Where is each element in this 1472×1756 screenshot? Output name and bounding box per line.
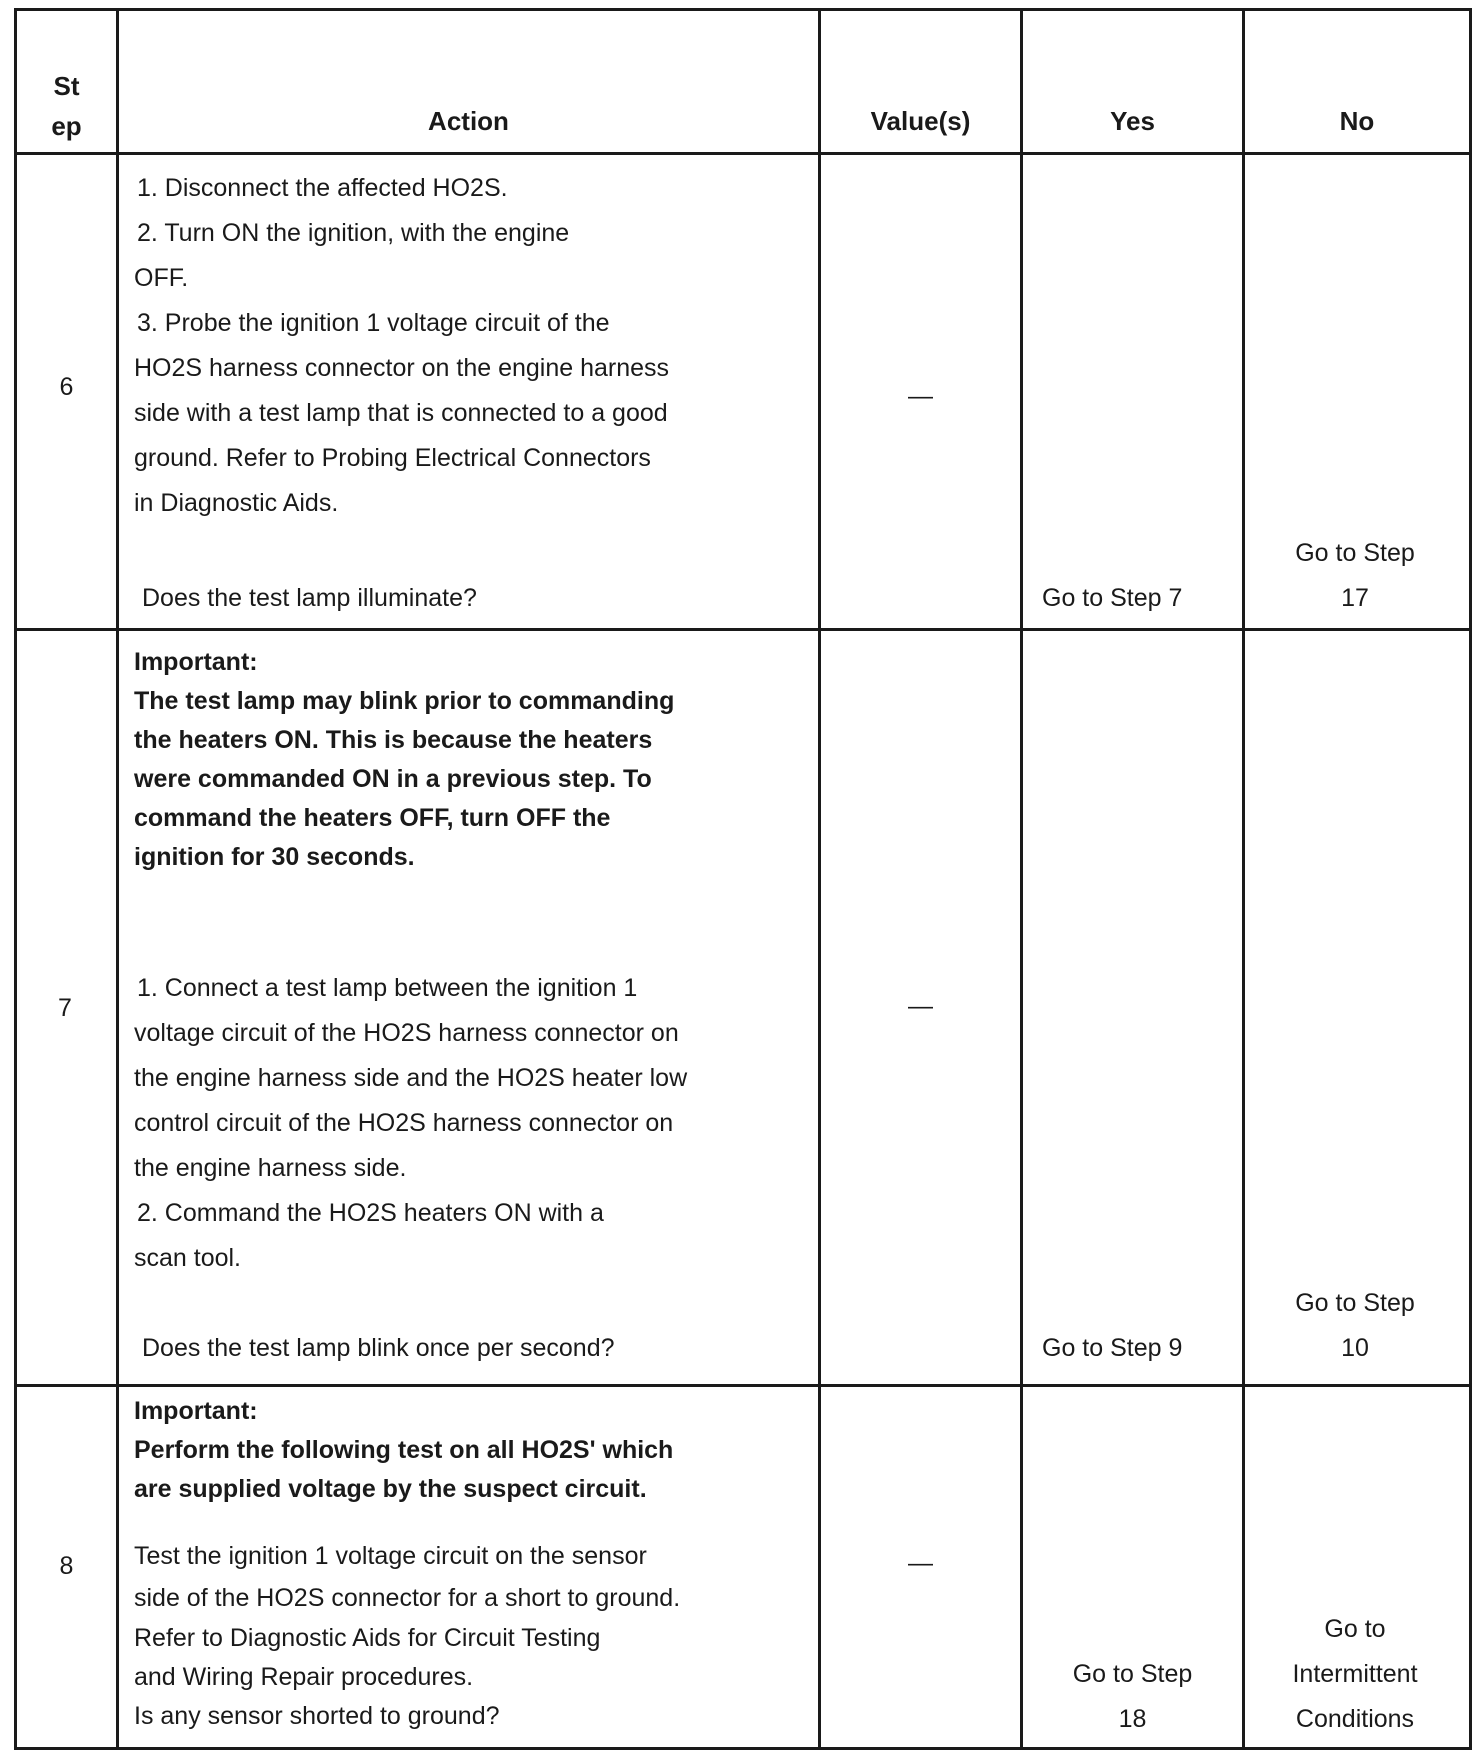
grid-line [14, 152, 1472, 155]
no-line: Conditions [1295, 1705, 1415, 1733]
important-label: Important: [134, 1397, 258, 1425]
value-dash: — [908, 992, 933, 1020]
action-text [134, 166, 669, 526]
step-number: 8 [59, 1552, 74, 1580]
no-text [1245, 1281, 1465, 1371]
important-label: Important: [134, 648, 258, 676]
yes-line: Go to Step [1072, 1660, 1193, 1688]
action-text [134, 966, 687, 1281]
header-values: Value(s) [870, 106, 971, 136]
action-line: and Wiring Repair procedures. [134, 1663, 474, 1691]
grid-line [116, 8, 119, 1750]
grid-line [14, 8, 1472, 11]
question-text: Does the test lamp blink once per second? [142, 1334, 615, 1362]
grid-line [818, 8, 821, 1750]
action-line: Test the ignition 1 voltage circuit on the sensor [134, 1542, 647, 1570]
grid-line [14, 1384, 1472, 1387]
action-line: the engine harness side. [134, 1154, 407, 1182]
important-line: the heaters ON. This is because the heaters [134, 726, 653, 754]
question-text: Does the test lamp illuminate? [142, 584, 477, 612]
step-number: 7 [58, 994, 72, 1022]
grid-line [14, 1747, 1472, 1750]
action-line: 3. Probe the ignition 1 voltage circuit of the [137, 309, 610, 337]
action-line: voltage circuit of the HO2S harness connector on [134, 1019, 679, 1047]
action-line: 2. Turn ON the ignition, with the engine [137, 219, 570, 247]
header-action: Action [428, 106, 509, 136]
no-text [1245, 1607, 1465, 1742]
action-line: in Diagnostic Aids. [134, 489, 339, 517]
value-dash: — [908, 382, 933, 410]
action-line: side with a test lamp that is connected to a good [134, 399, 668, 427]
yes-text: Go to Step 9 [1042, 1334, 1183, 1362]
grid-line [14, 628, 1472, 631]
yes-text [1023, 1652, 1242, 1742]
action-text [134, 1535, 680, 1736]
important-line: Perform the following test on all HO2S' which [134, 1436, 674, 1464]
grid-line [1242, 8, 1245, 1750]
action-line: scan tool. [134, 1244, 242, 1272]
action-line: 1. Disconnect the affected HO2S. [137, 174, 508, 202]
yes-text: Go to Step 7 [1042, 584, 1183, 612]
no-line: Go to [1324, 1615, 1386, 1643]
action-line: control circuit of the HO2S harness connector on [134, 1109, 674, 1137]
grid-line [14, 8, 17, 1750]
no-line: Go to Step [1295, 539, 1415, 567]
grid-line [1020, 8, 1023, 1750]
important-line: ignition for 30 seconds. [134, 843, 415, 871]
no-line: Intermittent [1292, 1660, 1418, 1688]
important-line: The test lamp may blink prior to commanding [134, 687, 675, 715]
action-line: HO2S harness connector on the engine harness [134, 354, 670, 382]
no-text [1245, 531, 1465, 621]
step-number: 6 [59, 373, 74, 401]
important-line: were commanded ON in a previous step. To [134, 765, 652, 793]
no-line: 17 [1341, 584, 1369, 612]
action-line: side of the HO2S connector for a short to ground. [134, 1584, 681, 1612]
no-line: Go to Step [1295, 1289, 1415, 1317]
header-no: No [1339, 106, 1375, 136]
action-line: OFF. [134, 264, 189, 292]
no-line: 10 [1341, 1334, 1369, 1362]
important-line: command the heaters OFF, turn OFF the [134, 804, 611, 832]
header-step: St ep [51, 71, 82, 141]
header-yes: Yes [1110, 106, 1155, 136]
important-note [134, 643, 674, 877]
action-line: 1. Connect a test lamp between the ignition 1 [137, 974, 638, 1002]
action-line: the engine harness side and the HO2S heater low [134, 1064, 688, 1092]
important-line: are supplied voltage by the suspect circuit. [134, 1475, 647, 1503]
important-note [134, 1392, 673, 1509]
action-line: ground. Refer to Probing Electrical Connectors [134, 444, 651, 472]
value-dash: — [908, 1549, 933, 1577]
question-text: Is any sensor shorted to ground? [134, 1702, 500, 1730]
action-line: Refer to Diagnostic Aids for Circuit Testing [134, 1624, 601, 1652]
diagnostic-table [14, 8, 1472, 1750]
yes-line: 18 [1118, 1705, 1147, 1733]
action-line: 2. Command the HO2S heaters ON with a [137, 1199, 604, 1227]
